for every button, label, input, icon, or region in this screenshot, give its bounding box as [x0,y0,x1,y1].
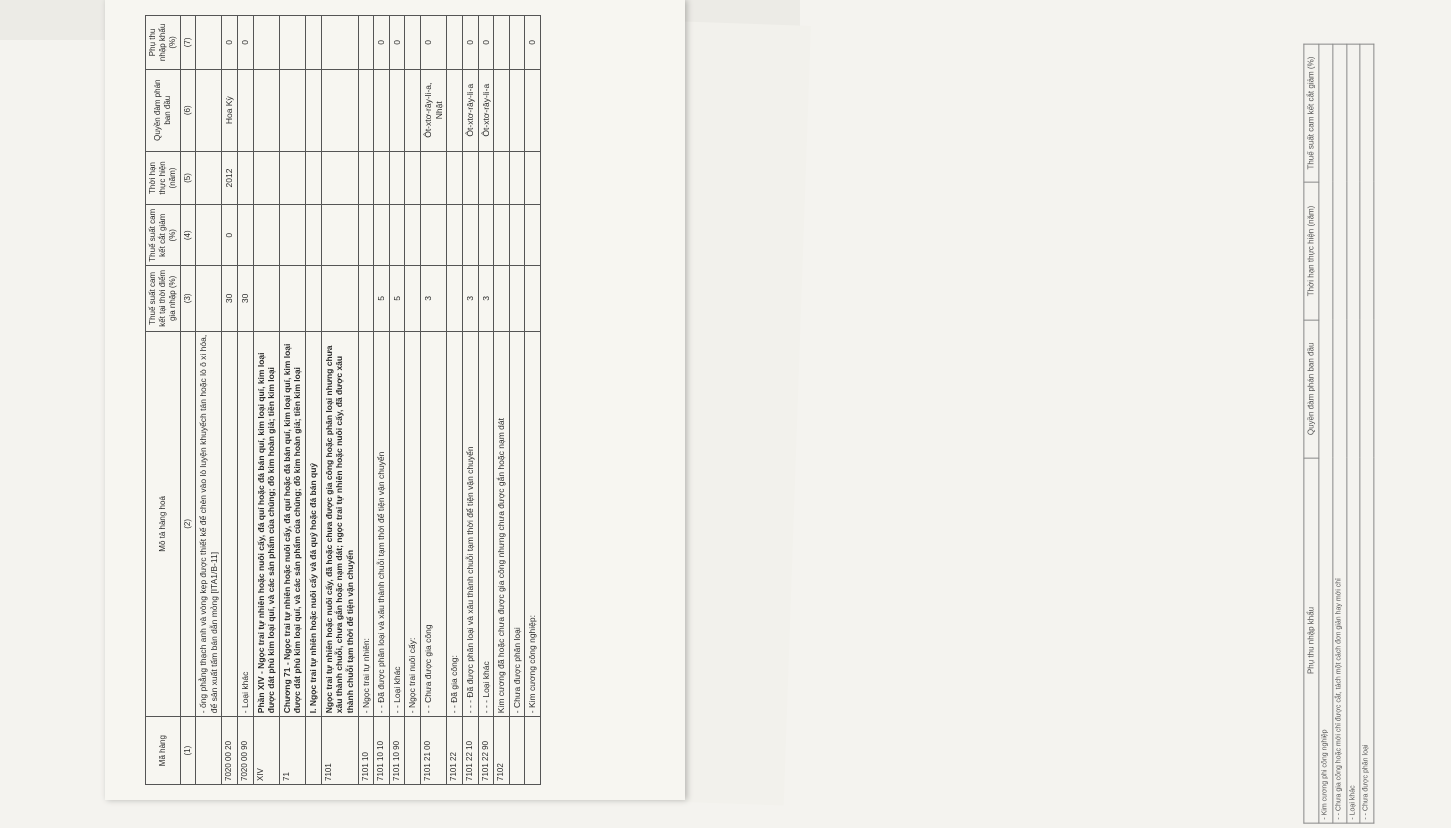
cell-base-rate [525,266,541,331]
cell-base-rate [253,266,279,331]
cell-description: Ngọc trai tự nhiên hoặc nuôi cấy, đã hoặc chưa được gia công hoặc phân loại nhưng chưa xâu thành chuỗi, chưa gắn hoặc nạm dát; ngọc trai tự nhiên hoặc nuôi cấy, đã được xâu thành chuỗi tạm thời để tiện vận chuyển [321,331,358,717]
cell-description: - Chưa được phân loại [509,331,525,717]
cell-surcharge [196,16,222,70]
table-row [421,16,447,785]
cell-surcharge [494,16,510,70]
cell-code: XIV [253,717,279,785]
cell-description: - - Chưa được gia công [421,331,447,717]
cell-surcharge [253,16,279,70]
cell-base-rate [279,266,305,331]
cell-surcharge: 0 [389,16,405,70]
cell-negotiation-rights [196,69,222,151]
adjacent-header: Quyền đàm phán ban đầu [1304,320,1319,458]
table-row [321,16,358,785]
cell-base-rate: 3 [421,266,447,331]
cell-negotiation-rights [358,69,374,151]
adjacent-row: - - Chưa được phân loại [1360,44,1374,823]
header-base-rate: Thuế suất cam kết tại thời điểm gia nhập (%) [146,266,181,331]
cell-code: 7020 00 90 [237,717,253,785]
cell-negotiation-rights [525,69,541,151]
cell-implementation [525,151,541,205]
cell-final-rate [196,205,222,266]
tariff-table-rotated [145,15,645,785]
cell-negotiation-rights [237,69,253,151]
table-row [525,16,541,785]
cell-negotiation-rights: Hoa Kỳ [222,69,238,151]
column-number: (3) [181,266,196,331]
cell-code [525,717,541,785]
cell-implementation [494,151,510,205]
cell-implementation: 2012 [222,151,238,205]
cell-final-rate [389,205,405,266]
cell-negotiation-rights: Ôt-xtơ-rây-li-a, Nhật [421,69,447,151]
cell-description: - - - Loại khác [478,331,494,717]
cell-implementation [279,151,305,205]
cell-code: 7101 [321,717,358,785]
cell-final-rate [462,205,478,266]
cell-surcharge: 0 [421,16,447,70]
cell-negotiation-rights: Ôt-xtơ-rây-li-a [478,69,494,151]
cell-implementation [447,151,463,205]
table-row [447,16,463,785]
cell-base-rate: 3 [478,266,494,331]
cell-final-rate [447,205,463,266]
cell-base-rate: 30 [237,266,253,331]
cell-final-rate [321,205,358,266]
cell-description: Kim cương đã hoặc chưa được gia công nhưng chưa được gắn hoặc nạm dát [494,331,510,717]
cell-surcharge: 0 [374,16,390,70]
cell-implementation [509,151,525,205]
cell-description: - - - Đã được phân loại và xâu thành chuỗi tạm thời để tiện vận chuyển [462,331,478,717]
cell-base-rate [405,266,421,331]
cell-code: 7101 10 90 [389,717,405,785]
cell-code: 7101 22 10 [462,717,478,785]
column-number: (6) [181,69,196,151]
cell-description: - ống phẳng thạch anh và vòng kẹp được thiết kế để chèn vào lò luyện khuyếch tán hoặc lò ô xi hóa, để sản xuất tấm bán dẫn mỏng [ITA1/B-11] [196,331,222,717]
cell-description: - - Loại khác [389,331,405,717]
cell-description: I. Ngọc trai tự nhiên hoặc nuôi cấy và đá quý hoặc đá bán quý [306,331,322,717]
cell-surcharge: 0 [525,16,541,70]
cell-negotiation-rights: Ôt-xtơ-rây-li-a [462,69,478,151]
table-body [196,16,541,785]
header-implementation: Thời hạn thực hiện (năm) [146,151,181,205]
tariff-table [145,15,541,785]
cell-base-rate [494,266,510,331]
column-number: (5) [181,151,196,205]
cell-surcharge [306,16,322,70]
cell-final-rate [306,205,322,266]
cell-final-rate [358,205,374,266]
cell-negotiation-rights [321,69,358,151]
cell-code: 7020 00 20 [222,717,238,785]
cell-surcharge [509,16,525,70]
cell-surcharge: 0 [237,16,253,70]
cell-negotiation-rights [509,69,525,151]
table-row [478,16,494,785]
table-row [279,16,305,785]
cell-description: Phần XIV - Ngọc trai tự nhiên hoặc nuôi cấy, đá quí hoặc đá bán quí, kim loại quí, kim loại được dát phủ kim loại quí, và các sản phẩm của chúng; đồ kim hoàn giả; tiền kim loại [253,331,279,717]
cell-final-rate [421,205,447,266]
cell-description: - - Đã được phân loại và xâu thành chuỗi tạm thời để tiện vận chuyển [374,331,390,717]
cell-surcharge [447,16,463,70]
cell-surcharge: 0 [462,16,478,70]
cell-final-rate [509,205,525,266]
column-number: (4) [181,205,196,266]
cell-code: 7101 10 10 [374,717,390,785]
adjacent-table [1303,44,1374,824]
cell-implementation [358,151,374,205]
cell-final-rate [478,205,494,266]
cell-base-rate: 3 [462,266,478,331]
header-negotiation-rights: Quyền đàm phán ban đầu [146,69,181,151]
cell-final-rate [279,205,305,266]
header-final-rate: Thuế suất cam kết cắt giảm (%) [146,205,181,266]
cell-description: - Ngọc trai tự nhiên: [358,331,374,717]
table-row [462,16,478,785]
cell-implementation [321,151,358,205]
adjacent-row: - - Chưa gia công hoặc mới chỉ được cắt, tách một cách đơn giản hay mới chỉ [1333,44,1347,823]
cell-negotiation-rights [447,69,463,151]
cell-surcharge [405,16,421,70]
cell-code [306,717,322,785]
cell-base-rate [509,266,525,331]
table-row [374,16,390,785]
cell-base-rate [306,266,322,331]
cell-implementation [196,151,222,205]
cell-implementation [237,151,253,205]
cell-final-rate [237,205,253,266]
table-row [237,16,253,785]
cell-code: 7101 22 [447,717,463,785]
cell-description: - Loại khác [237,331,253,717]
cell-negotiation-rights [405,69,421,151]
adjacent-header: Thuế suất cam kết cắt giảm (%) [1304,44,1319,182]
table-row [222,16,238,785]
cell-implementation [253,151,279,205]
cell-final-rate [525,205,541,266]
table-row [358,16,374,785]
cell-code: 7102 [494,717,510,785]
cell-surcharge [358,16,374,70]
cell-surcharge: 0 [478,16,494,70]
cell-base-rate [196,266,222,331]
cell-implementation [374,151,390,205]
adjacent-page-content [1303,44,1423,824]
cell-description: - - Đã gia công: [447,331,463,717]
cell-negotiation-rights [306,69,322,151]
adjacent-header: Thời hạn thực hiện (năm) [1304,182,1319,320]
cell-base-rate [358,266,374,331]
cell-description: - Ngọc trai nuôi cấy: [405,331,421,717]
cell-final-rate: 0 [222,205,238,266]
cell-code: 7101 22 90 [478,717,494,785]
cell-implementation [306,151,322,205]
header-code: Mã hàng [146,717,181,785]
column-number: (2) [181,331,196,717]
cell-code: 7101 10 [358,717,374,785]
cell-negotiation-rights [494,69,510,151]
cell-negotiation-rights [253,69,279,151]
table-row [196,16,222,785]
cell-surcharge [279,16,305,70]
cell-negotiation-rights [389,69,405,151]
cell-base-rate: 5 [389,266,405,331]
cell-implementation [462,151,478,205]
cell-description: Chương 71 - Ngọc trai tự nhiên hoặc nuôi cấy, đá quí hoặc đá bán quí, kim loại quí, kim loại được dát phủ kim loại quí, và các sản phẩm của chúng; đồ kim hoàn giả; tiền kim loại [279,331,305,717]
adjacent-header: Phụ thu nhập khẩu [1304,458,1319,823]
cell-description [222,331,238,717]
cell-base-rate: 5 [374,266,390,331]
cell-base-rate [447,266,463,331]
cell-surcharge [321,16,358,70]
cell-negotiation-rights [279,69,305,151]
cell-base-rate [321,266,358,331]
cell-implementation [421,151,447,205]
cell-implementation [405,151,421,205]
table-row [389,16,405,785]
adjacent-row: - Loại khác [1346,44,1360,823]
table-row [306,16,322,785]
column-number: (1) [181,717,196,785]
header-surcharge: Phụ thu nhập khẩu (%) [146,16,181,70]
cell-code: 71 [279,717,305,785]
table-row [253,16,279,785]
cell-code [405,717,421,785]
adjacent-row: - Kim cương phi công nghiệp [1319,44,1333,823]
cell-base-rate: 30 [222,266,238,331]
cell-code [196,717,222,785]
cell-implementation [389,151,405,205]
cell-final-rate [494,205,510,266]
cell-description: - Kim cương công nghiệp: [525,331,541,717]
header-description: Mô tả hàng hoá [146,331,181,717]
column-number: (7) [181,16,196,70]
cell-final-rate [405,205,421,266]
cell-final-rate [374,205,390,266]
cell-code [509,717,525,785]
cell-negotiation-rights [374,69,390,151]
cell-surcharge: 0 [222,16,238,70]
cell-final-rate [253,205,279,266]
cell-implementation [478,151,494,205]
table-row [494,16,510,785]
table-row [405,16,421,785]
table-row [509,16,525,785]
cell-code: 7101 21 00 [421,717,447,785]
